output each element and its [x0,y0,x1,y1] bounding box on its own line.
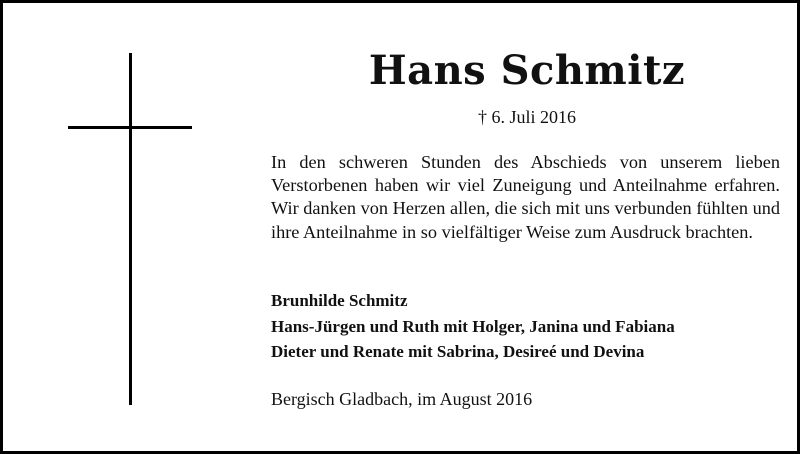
death-date: † 6. Juli 2016 [477,107,576,127]
mourners-list [271,288,783,365]
deceased-name: Hans Schmitz [368,47,686,94]
mourner-line: Dieter und Renate mit Sabrina, Desireé und Devina [271,342,645,361]
mourner-line: Brunhilde Schmitz [271,291,408,310]
mourner-line: Hans-Jürgen und Ruth mit Holger, Janina und Fabiana [271,316,675,336]
cross-horizontal-beam [68,126,192,129]
place-and-date: Bergisch Gladbach, im August 2016 [271,389,533,409]
cross-vertical-beam [129,53,132,405]
thank-you-text: In den schweren Stunden des Abschieds von unserem lieben Verstorbenen haben wir viel Zuneigung und Anteilnahme erfahren. Wir danken von Herzen allen, die sich mit uns verbunden fühlten und ihre Anteilnahme in so vielfältiger Weise zum Ausdruck brachten. [271,152,780,242]
